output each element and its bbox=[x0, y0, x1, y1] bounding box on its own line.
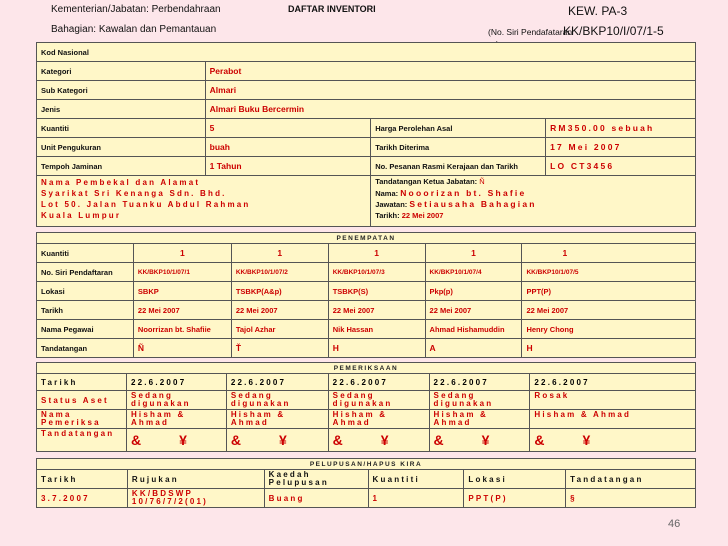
kuantiti-label: Kuantiti bbox=[37, 119, 206, 138]
cell: Hisham & Ahmad bbox=[126, 410, 226, 429]
supplier-heading: Nama Pembekal dan Alamat bbox=[41, 178, 201, 187]
row-unit bbox=[37, 138, 696, 157]
cell: PPT(P) bbox=[522, 282, 696, 301]
cell: Pkp(p) bbox=[425, 282, 522, 301]
signature-pair bbox=[530, 429, 696, 452]
pemeriksaan-row-tarikh bbox=[37, 374, 696, 391]
signature-b: ¥ bbox=[582, 432, 591, 448]
penempatan-row-tarikh bbox=[37, 301, 696, 320]
jenis-value: Almari Buku Bercermin bbox=[205, 100, 695, 119]
signature: A bbox=[425, 339, 522, 358]
cell: Hisham & Ahmad bbox=[429, 410, 530, 429]
approval-sign-value: Ñ bbox=[479, 177, 485, 186]
signature-pair bbox=[126, 429, 226, 452]
harga-label: Harga Perolehan Asal bbox=[371, 119, 546, 138]
subkategori-value: Almari bbox=[205, 81, 695, 100]
cell: 3.7.2007 bbox=[37, 489, 128, 508]
signature-a: & bbox=[130, 432, 142, 448]
signature: H bbox=[522, 339, 696, 358]
cell: Henry Chong bbox=[522, 320, 696, 339]
cell: KK/BDSWP 10/76/7/2(01) bbox=[127, 489, 264, 508]
reg-label: (No. Siri Pendafataran bbox=[488, 27, 573, 37]
approval-date-label: Tarikh: bbox=[375, 210, 400, 220]
cell: 1 bbox=[522, 244, 696, 263]
cell: 22.6.2007 bbox=[328, 374, 429, 391]
pemeriksaan-row-status bbox=[37, 391, 696, 410]
cell: 1 bbox=[425, 244, 522, 263]
row-label: Tandatangan bbox=[37, 429, 127, 452]
approval-date-value: 22 Mei 2007 bbox=[401, 210, 444, 220]
cell: 1 bbox=[328, 244, 425, 263]
penempatan-row-kuantiti bbox=[37, 244, 696, 263]
signature-a: & bbox=[534, 432, 545, 448]
pelupusan-header-row bbox=[37, 470, 696, 489]
cell: 22.6.2007 bbox=[429, 374, 530, 391]
signature-pair bbox=[226, 429, 328, 452]
signature: Ť bbox=[231, 339, 328, 358]
harga-value: RM350.00 sebuah bbox=[546, 119, 696, 138]
row-label: Tarikh bbox=[37, 374, 127, 391]
cell: Nik Hassan bbox=[328, 320, 425, 339]
cell: 22 Mei 2007 bbox=[231, 301, 328, 320]
cell: KK/BKP10/1/07/2 bbox=[231, 263, 328, 282]
kuantiti-value: 5 bbox=[205, 119, 371, 138]
pelupusan-title: PELUPUSAN/HAPUS KIRA bbox=[37, 459, 696, 470]
pemeriksaan-table bbox=[36, 362, 696, 452]
row-label: Lokasi bbox=[37, 282, 134, 301]
supplier-line3: Kuala Lumpur bbox=[41, 211, 122, 220]
signature: Ñ bbox=[133, 339, 231, 358]
cell: 22 Mei 2007 bbox=[425, 301, 522, 320]
penempatan-title: PENEMPATAN bbox=[37, 233, 696, 244]
column-header: Kaedah Pelupusan bbox=[264, 470, 368, 489]
signature-b: ¥ bbox=[278, 432, 287, 448]
kod-nasional-label: Kod Nasional bbox=[37, 43, 696, 62]
cell: Sedang digunakan bbox=[328, 391, 429, 410]
tempoh-value: 1 Tahun bbox=[205, 157, 371, 176]
row-kod-nasional bbox=[37, 43, 696, 62]
signature-b: ¥ bbox=[380, 432, 389, 448]
cell: Ahmad Hishamuddin bbox=[425, 320, 522, 339]
signature-a: & bbox=[230, 432, 241, 448]
cell: Noorrizan bt. Shafiie bbox=[133, 320, 231, 339]
cell: Sedang digunakan bbox=[126, 391, 226, 410]
row-label: Nama Pegawai bbox=[37, 320, 134, 339]
row-label: No. Siri Pendaftaran bbox=[37, 263, 134, 282]
unit-value: buah bbox=[205, 138, 371, 157]
pemeriksaan-row-tandatangan bbox=[37, 429, 696, 452]
row-label: Nama Pemeriksa bbox=[37, 410, 127, 429]
cell: Sedang digunakan bbox=[226, 391, 328, 410]
cell: 22.6.2007 bbox=[226, 374, 328, 391]
signature-b: ¥ bbox=[481, 432, 490, 448]
cell: KK/BKP10/1/07/4 bbox=[425, 263, 522, 282]
supplier-line2: Lot 50. Jalan Tuanku Abdul Rahman bbox=[41, 200, 251, 209]
penempatan-title-row bbox=[37, 233, 696, 244]
kategori-label: Kategori bbox=[37, 62, 206, 81]
penempatan-table bbox=[36, 232, 696, 358]
cell: Tajol Azhar bbox=[231, 320, 328, 339]
cell: 1 bbox=[368, 489, 464, 508]
subkategori-label: Sub Kategori bbox=[37, 81, 206, 100]
jenis-label: Jenis bbox=[37, 100, 206, 119]
info-table bbox=[36, 42, 696, 227]
approval-sign-label: Tandatangan Ketua Jabatan: bbox=[375, 177, 478, 186]
cell: 1 bbox=[231, 244, 328, 263]
column-header: Rujukan bbox=[127, 470, 264, 489]
cell: Sedang digunakan bbox=[429, 391, 530, 410]
column-header: Tarikh bbox=[37, 470, 128, 489]
tarikh-diterima-value: 17 Mei 2007 bbox=[546, 138, 696, 157]
penempatan-row-siri bbox=[37, 263, 696, 282]
column-header: Tandatangan bbox=[566, 470, 696, 489]
row-subkategori bbox=[37, 81, 696, 100]
row-tempoh bbox=[37, 157, 696, 176]
row-label: Tarikh bbox=[37, 301, 134, 320]
cell: KK/BKP10/1/07/5 bbox=[522, 263, 696, 282]
row-jenis bbox=[37, 100, 696, 119]
pesanan-label: No. Pesanan Rasmi Kerajaan dan Tarikh bbox=[371, 157, 546, 176]
penempatan-row-pegawai bbox=[37, 320, 696, 339]
cell: TSBKP(A&p) bbox=[231, 282, 328, 301]
cell: Rosak bbox=[530, 391, 696, 410]
cell: 22.6.2007 bbox=[530, 374, 696, 391]
approval-block bbox=[371, 176, 696, 227]
cell: TSBKP(S) bbox=[328, 282, 425, 301]
tarikh-diterima-label: Tarikh Diterima bbox=[371, 138, 546, 157]
approval-jawatan-label: Jawatan: bbox=[375, 200, 408, 209]
signature: H bbox=[328, 339, 425, 358]
cell: 22 Mei 2007 bbox=[522, 301, 696, 320]
supplier-line1: Syarikat Sri Kenanga Sdn. Bhd. bbox=[41, 189, 227, 198]
pelupusan-table bbox=[36, 458, 696, 508]
row-label: Status Aset bbox=[37, 391, 127, 410]
division-label: Bahagian: Kawalan dan Pemantauan bbox=[51, 24, 217, 35]
column-header: Kuantiti bbox=[368, 470, 464, 489]
unit-label: Unit Pengukuran bbox=[37, 138, 206, 157]
signature-a: & bbox=[433, 432, 444, 448]
pemeriksaan-row-nama bbox=[37, 410, 696, 429]
page-title: DAFTAR INVENTORI bbox=[288, 4, 376, 14]
signature-pair bbox=[328, 429, 429, 452]
cell: SBKP bbox=[133, 282, 231, 301]
column-header: Lokasi bbox=[464, 470, 566, 489]
kategori-value: Perabot bbox=[205, 62, 695, 81]
cell: Hisham & Ahmad bbox=[328, 410, 429, 429]
cell: Buang bbox=[264, 489, 368, 508]
row-kuantiti bbox=[37, 119, 696, 138]
cell: 22.6.2007 bbox=[126, 374, 226, 391]
pesanan-value: LO CT3456 bbox=[546, 157, 696, 176]
row-kategori bbox=[37, 62, 696, 81]
page-number: 46 bbox=[668, 518, 681, 530]
row-supplier bbox=[37, 176, 696, 227]
cell: Hisham & Ahmad bbox=[226, 410, 328, 429]
supplier-block bbox=[37, 176, 371, 227]
tempoh-label: Tempoh Jaminan bbox=[37, 157, 206, 176]
signature-b: ¥ bbox=[179, 432, 187, 448]
penempatan-row-tandatangan bbox=[37, 339, 696, 358]
pelupusan-value-row bbox=[37, 489, 696, 508]
cell: KK/BKP10/1/07/3 bbox=[328, 263, 425, 282]
approval-jawatan-value: Setiausaha Bahagian bbox=[409, 199, 537, 209]
penempatan-row-lokasi bbox=[37, 282, 696, 301]
reg-value: KK/BKP10/I/07/1-5 bbox=[563, 24, 664, 38]
cell: KK/BKP10/1/07/1 bbox=[133, 263, 231, 282]
form-code: KEW. PA-3 bbox=[568, 4, 628, 18]
approval-name-value: Nooorizan bt. Shafie bbox=[400, 187, 527, 198]
cell: PPT(P) bbox=[464, 489, 566, 508]
signature: § bbox=[566, 489, 696, 508]
ministry-label: Kementerian/Jabatan: Perbendahraan bbox=[51, 4, 221, 15]
cell: 1 bbox=[133, 244, 231, 263]
row-label: Tandatangan bbox=[37, 339, 134, 358]
cell: Hisham & Ahmad bbox=[530, 410, 696, 429]
row-label: Kuantiti bbox=[37, 244, 134, 263]
cell: 22 Mei 2007 bbox=[328, 301, 425, 320]
pemeriksaan-title-row bbox=[37, 363, 696, 374]
pelupusan-title-row bbox=[37, 459, 696, 470]
pemeriksaan-title: PEMERIKSAAN bbox=[37, 363, 696, 374]
approval-name-label: Nama: bbox=[375, 188, 399, 198]
cell: 22 Mei 2007 bbox=[133, 301, 231, 320]
signature-a: & bbox=[332, 432, 343, 448]
signature-pair bbox=[429, 429, 530, 452]
